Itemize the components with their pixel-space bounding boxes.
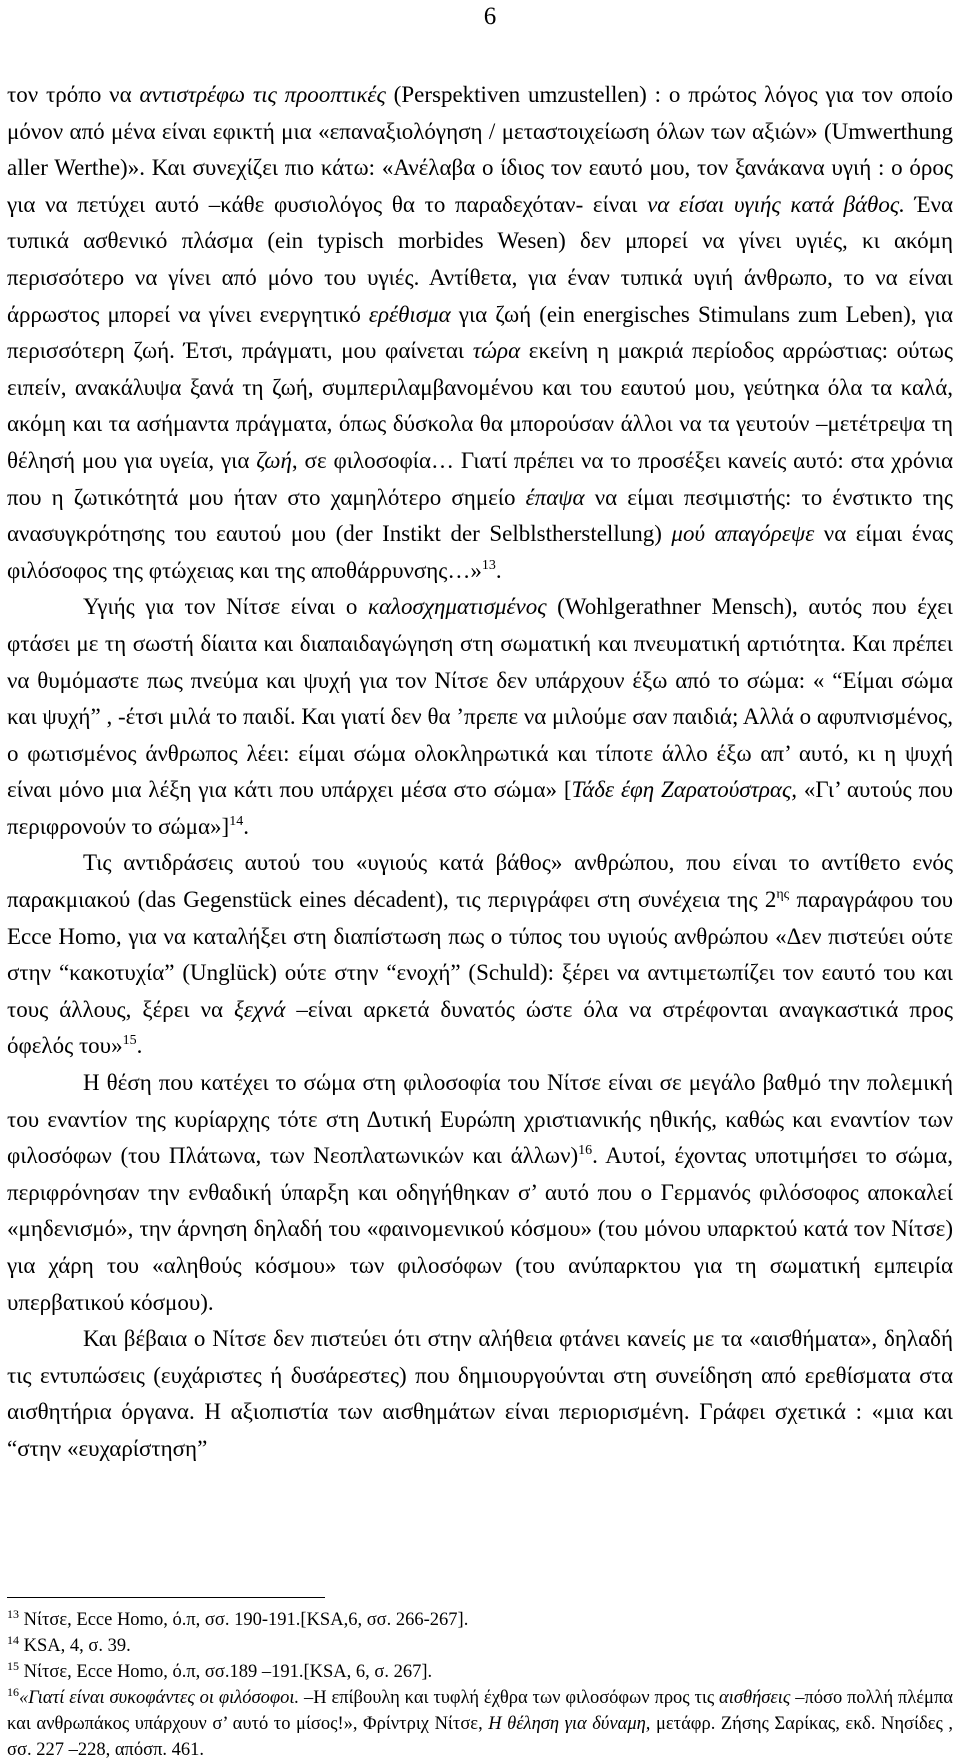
footnote	[7, 1633, 953, 1659]
italic-text: ζωή	[256, 447, 292, 473]
text-run: εκείνη η μακριά περίοδος αρρώστιας: ούτως ειπείν, ανακάλυψα ξανά τη ζωή, συμπεριλαμβανομένου και του εαυτού μου, γεύτηκα όλα τα καλά, ακόμη και τα ασήμαντα πράγματα, όπως δύσκολα θα μπορούσαν άλλοι να τα γευτούν –μετέτρεψα τη θέλησή μου για υγεία, για	[7, 338, 953, 473]
paragraph	[7, 1321, 953, 1467]
text-run: Νίτσε, Ecce Homo, ό.π, σσ. 190-191.[KSA,6, σσ. 266-267].	[19, 1610, 469, 1630]
footnote-separator	[7, 1597, 325, 1598]
paragraph	[7, 589, 953, 845]
footnote-marker: 13	[481, 557, 496, 573]
text-run: Νίτσε, Ecce Homo, ό.π, σσ.189 –191.[KSA, 6, σ. 267].	[19, 1662, 433, 1682]
footnote	[7, 1659, 953, 1685]
text-run: για ζωή (ein energisches Stimulans zum Leben), για περισσότερη ζωή. Έτσι, πράγματι, μου φαίνεται	[7, 301, 954, 364]
text-run: KSA, 4, σ. 39.	[19, 1636, 131, 1656]
footnote-marker: 14	[7, 1633, 19, 1647]
italic-text: Τάδε έφη Ζαρατούστρας,	[571, 777, 798, 803]
text-run: (Wohlgerathner Mensch), αυτός που έχει φτάσει με τη σωστή δίαιτα και διαπαιδαγώγηση στη σωματική και πνευματική αρτιότητα. Και πρέπει να θυμόμαστε πως πνεύμα και ψυχή για τον Νίτσε δεν υπάρχουν έξω από το σώμα: « “Είμαι σώμα και ψυχή” , -έτσι μιλά το παιδί. Και γιατί δεν θα ’πρεπε να μιλούμε σαν παιδιά; Αλλά ο αφυπνισμένος, ο φωτισμένος άνθρωπος λέει: είμαι σώμα ολοκληρωτικά και τίποτε άλλο έξω απ’ αυτό, κι η ψυχή είναι μόνο μια λέξη για κάτι που υπάρχει μέσα στο σώμα» [	[7, 594, 953, 803]
body-text	[7, 77, 953, 1468]
footnotes	[7, 1607, 953, 1763]
text-run: .	[136, 1033, 143, 1059]
paragraph	[7, 1065, 953, 1321]
text-run: .	[495, 557, 502, 583]
paragraph	[7, 845, 953, 1065]
italic-text: μού απαγόρεψε	[671, 521, 815, 547]
footnote-marker: 16	[578, 1143, 593, 1159]
text-run: να είμαι πεσιμιστής: το ένστικτο της ανασυγκρότησης του εαυτού μου (der Instikt der Selblstherstellung)	[7, 484, 954, 547]
text-run: «Γι’ αυτούς που περιφρονούν το σώμα»]	[7, 777, 953, 839]
text-run: –είναι αρκετά δυνατός ώστε όλα να στρέφονται αναγκαστικά προς όφελός του»	[7, 996, 953, 1059]
italic-text: αντιστρέφω τις προοπτικές	[139, 82, 386, 107]
text-run: .	[243, 813, 249, 839]
footnote-marker: ης	[776, 887, 790, 903]
italic-text: να είσαι υγιής κατά βάθος.	[647, 191, 905, 217]
footnote-marker: 16	[7, 1685, 19, 1699]
italic-text: αισθήσεις	[719, 1688, 791, 1708]
text-run: Και βέβαια ο Νίτσε δεν πιστεύει ότι στην αλήθεια φτάνει κανείς με τα «αισθήματα», δηλαδή τις εντυπώσεις (ευχάριστες ή δυσάρεστες) που δημιουργούνται στη συνείδηση από ερεθίσματα στα αισθητήρια όργανα. Η αξιοπιστία των αισθημάτων είναι περιορισμένη. Γράφει σχετικά : «μια και “στην «ευχαρίστηση”	[7, 1326, 953, 1461]
text-run: –Η επίβουλη και τυφλή έχθρα των φιλοσόφων προς τις	[299, 1688, 720, 1708]
paragraph	[7, 77, 953, 589]
text-run: Ένα τυπικά ασθενικό πλάσμα (ein typisch morbides Wesen) δεν μπορεί να γίνει υγιές, κι ακόμη περισσότερο να γίνει από μόνο του υγιές. Αντίθετα, για έναν τυπικά υγιή άνθρωπο, το να είναι άρρωστος μπορεί να γίνει ενεργητικό	[7, 191, 953, 327]
italic-text: τώρα	[472, 338, 521, 364]
footnote-marker: 13	[7, 1607, 19, 1621]
text-run: Υγιής για τον Νίτσε είναι ο	[83, 594, 368, 620]
text-run: μετάφρ. Ζήσης Σαρίκας, εκδ. Νησίδες , σσ. 227 –228, απόσπ. 461.	[7, 1714, 953, 1760]
italic-text: ξεχνά	[234, 996, 286, 1022]
italic-text: Η θέληση για δύναμη,	[488, 1714, 651, 1734]
italic-text: καλοσχηματισμένος	[367, 594, 547, 620]
text-run: (Perspektiven umzustellen) : ο πρώτος λόγος για τον οποίο μόνον από μένα είναι εφικτή μια «επαναξιολόγηση / μεταστοιχείωση όλων των αξιών» (Umwerthung aller Werthe)». Και συνεχίζει πιο κάτω: «Ανέλαβα ο ίδιος τον εαυτό μου, τον ξανάκανα υγιή : ο όρος για να πετύχει αυτό –κάθε φυσιολόγος θα το παραδεχόταν- είναι	[7, 82, 953, 217]
footnote	[7, 1607, 953, 1633]
text-run: παραγράφου του Ecce Homo, για να καταλήξει στη διαπίστωση πως ο τύπος του υγιούς ανθρώπου «Δεν πιστεύει ούτε στην “κακοτυχία” (Unglück) ούτε στην “ενοχή” (Schuld): ξέρει να αντιμετωπίζει τον εαυτό του και τους άλλους, ξέρει να	[7, 887, 953, 1022]
footnote-marker: 15	[7, 1659, 19, 1673]
text-run: , σε φιλοσοφία… Γιατί πρέπει να το προσέξει κανείς αυτό: στα χρόνια που η ζωτικότητά μου ήταν στο χαμηλότερο σημείο	[7, 447, 954, 510]
text-run: Τις αντιδράσεις αυτού του «υγιούς κατά βάθος» ανθρώπου, που είναι το αντίθετο ενός παρακμιακού (das Gegenstück eines décadent), τις περιγράφει στη συνέχεια της 2	[7, 850, 953, 913]
footnote	[7, 1685, 953, 1763]
footnote-marker: 14	[229, 813, 244, 829]
italic-text: έπαψα	[525, 484, 585, 510]
text-run: να είμαι ένας φιλόσοφος της φτώχειας και της αποθάρρυνσης…»	[7, 521, 953, 583]
text-run: . Αυτοί, έχοντας υποτιμήσει το σώμα, περιφρόνησαν την ενθαδική ύπαρξη και οδηγήθηκαν σ’ αυτό που ο Γερμανός φιλόσοφος αποκαλεί «μηδενισμό», την άρνηση δηλαδή του «φαινομενικού κόσμου» (του μόνου υπαρκτού κατά τον Νίτσε) για χάρη του «αληθούς κόσμου» των φιλοσόφων (του ανύπαρκτου για τη σωματική εμπειρία υπερβατικού κόσμου).	[7, 1143, 953, 1315]
text-run: –πόσο πολλή πλέμπα και ανθρωπάκος υπάρχουν σ’ αυτό το μίσος!», Φρίντριχ Νίτσε,	[7, 1688, 953, 1734]
text-run: Η θέση που κατέχει το σώμα στη φιλοσοφία του Νίτσε είναι σε μεγάλο βαθμό την πολεμική του εναντίον της κυρίαρχης τότε στη Δυτική Ευρώπη χριστιανικής ηθικής, καθώς και εναντίον των φιλοσόφων (του Πλάτωνα, των Νεοπλατωνικών και άλλων)	[7, 1070, 953, 1169]
footnote-marker: 15	[122, 1033, 137, 1049]
page-number-text: 6	[483, 3, 497, 30]
italic-text: «Γιατί είναι συκοφάντες οι φιλόσοφοι.	[19, 1688, 300, 1708]
text-run: τον τρόπο να	[7, 82, 140, 107]
italic-text: ερέθισμα	[368, 301, 451, 327]
page-number	[0, 2, 960, 32]
